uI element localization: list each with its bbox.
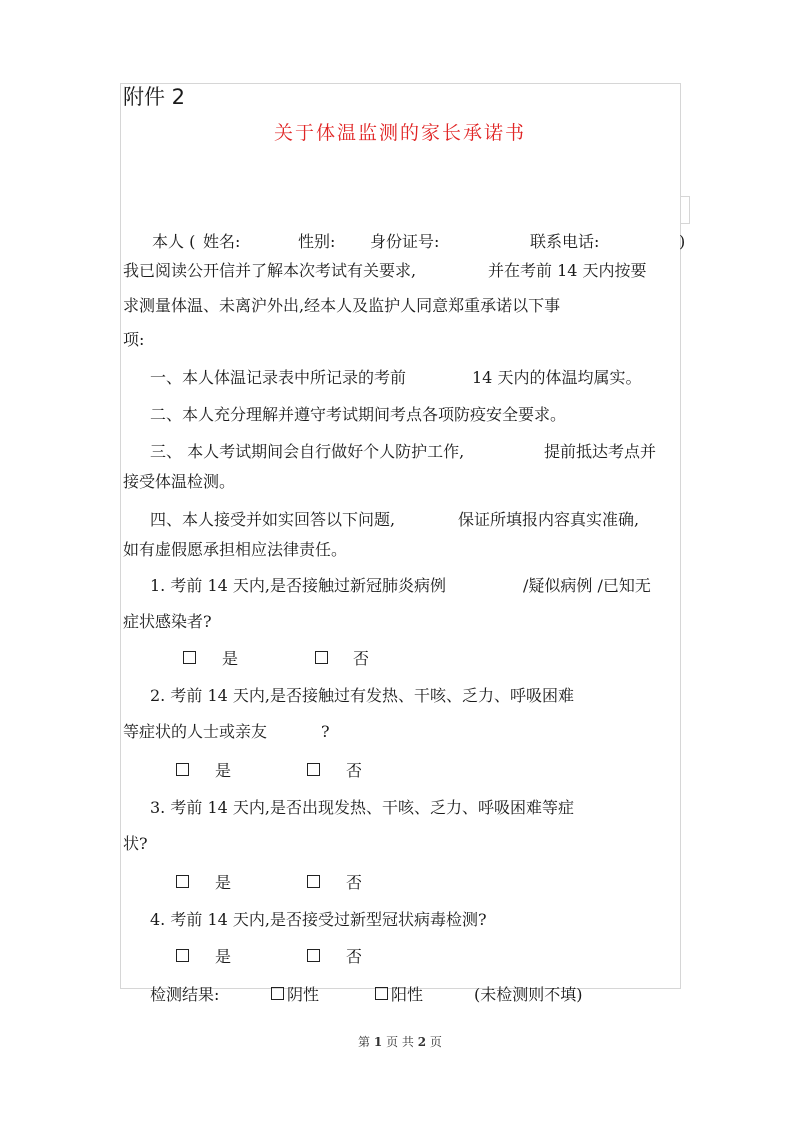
q3-no-checkbox[interactable]: [307, 875, 320, 888]
intro-line: 我已阅读公开信并了解本次考试有关要求,: [123, 261, 417, 280]
q4-no-checkbox[interactable]: [307, 949, 320, 962]
page-edge-tab: [680, 196, 690, 224]
intro-line: 求测量体温、未离沪外出,经本人及监护人同意郑重承诺以下事: [123, 296, 561, 315]
q2-yes-label: 是: [215, 761, 232, 780]
question-3-text: 状?: [123, 834, 148, 853]
footer-middle: 页 共: [386, 1035, 414, 1049]
q2-no-label: 否: [346, 761, 363, 780]
q1-no-label: 否: [353, 649, 370, 668]
pledge-line: 接受体温检测。: [123, 472, 236, 491]
pledge-line: 一、本人体温记录表中所记录的考前: [150, 368, 407, 387]
negative-checkbox[interactable]: [271, 987, 284, 1000]
test-result-note: (未检测则不填): [474, 985, 583, 1004]
question-2-text: 2. 考前 14 天内,是否接触过有发热、干咳、乏力、呼吸困难: [150, 686, 574, 705]
gender-field-label: 性别:: [298, 232, 336, 251]
q4-yes-label: 是: [215, 947, 232, 966]
pledge-line: 14 天内的体温均属实。: [472, 368, 642, 387]
positive-checkbox[interactable]: [375, 987, 388, 1000]
q3-yes-checkbox[interactable]: [176, 875, 189, 888]
total-page-number: 2: [417, 1035, 427, 1049]
positive-label: 阳性: [391, 985, 424, 1004]
question-3-text: 3. 考前 14 天内,是否出现发热、干咳、乏力、呼吸困难等症: [150, 798, 574, 817]
current-page-number: 1: [373, 1035, 383, 1049]
question-1-text: 1. 考前 14 天内,是否接触过新冠肺炎病例: [150, 576, 446, 595]
pledge-line: 提前抵达考点并: [544, 442, 657, 461]
q2-no-checkbox[interactable]: [307, 763, 320, 776]
question-1-text: 症状感染者?: [123, 612, 212, 631]
negative-label: 阴性: [287, 985, 320, 1004]
identity-prefix: 本人 (: [152, 232, 196, 251]
intro-line: 并在考前 14 天内按要: [488, 261, 647, 280]
pledge-line: 四、本人接受并如实回答以下问题,: [150, 510, 396, 529]
attachment-label: 附件 2: [123, 85, 186, 109]
phone-field-label: 联系电话:: [530, 232, 600, 251]
footer-suffix: 页: [429, 1035, 442, 1049]
test-result-label: 检测结果:: [150, 985, 220, 1004]
q3-yes-label: 是: [215, 873, 232, 892]
pledge-line: 三、 本人考试期间会自行做好个人防护工作,: [150, 442, 465, 461]
q4-yes-checkbox[interactable]: [176, 949, 189, 962]
page-footer: [0, 1034, 800, 1050]
pledge-line: 如有虚假愿承担相应法律责任。: [123, 540, 348, 559]
pledge-line: 二、本人充分理解并遵守考试期间考点各项防疫安全要求。: [150, 405, 567, 424]
question-1-text: /疑似病例 /已知无: [523, 576, 651, 595]
intro-line: 项:: [123, 330, 145, 349]
q4-no-label: 否: [346, 947, 363, 966]
pledge-line: 保证所填报内容真实准确,: [458, 510, 640, 529]
q1-yes-label: 是: [222, 649, 239, 668]
question-4-text: 4. 考前 14 天内,是否接受过新型冠状病毒检测?: [150, 910, 487, 929]
q1-no-checkbox[interactable]: [315, 651, 328, 664]
name-field-label: 姓名:: [203, 232, 241, 251]
question-2-text: 等症状的人士或亲友: [123, 722, 268, 741]
q2-yes-checkbox[interactable]: [176, 763, 189, 776]
q1-yes-checkbox[interactable]: [183, 651, 196, 664]
id-number-field-label: 身份证号:: [370, 232, 440, 251]
identity-suffix: ): [679, 232, 686, 251]
question-2-text: ?: [321, 722, 330, 741]
document-title: 关于体温监测的家长承诺书: [273, 122, 526, 144]
page-frame: [120, 83, 681, 989]
q3-no-label: 否: [346, 873, 363, 892]
footer-prefix: 第: [358, 1035, 371, 1049]
